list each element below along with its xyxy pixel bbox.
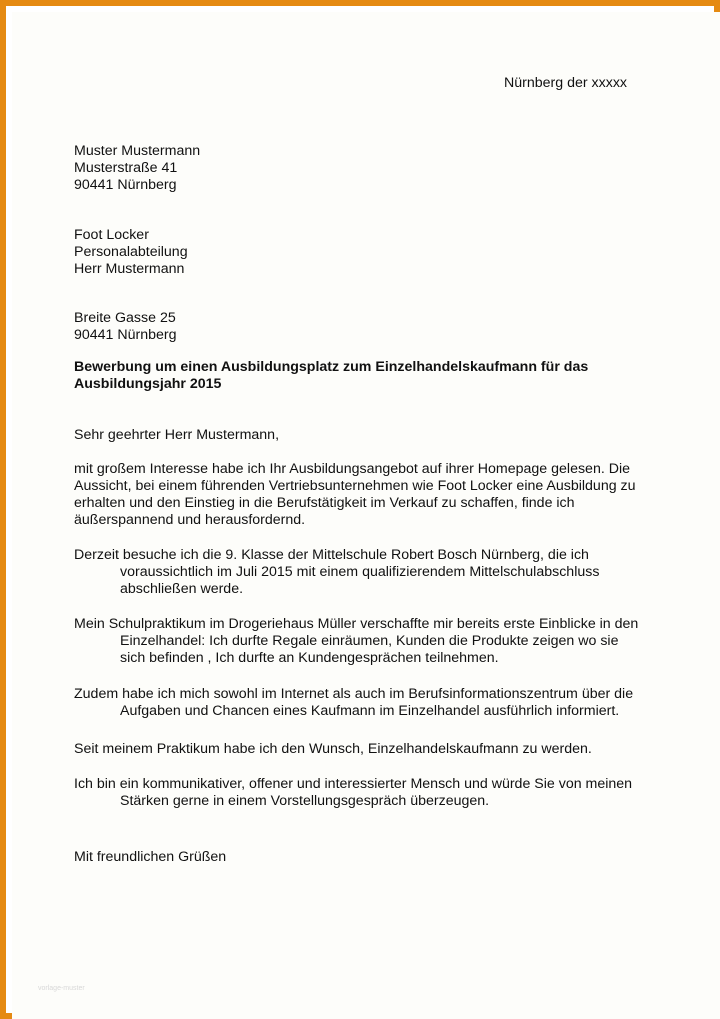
paragraph-line: Derzeit besuche ich die 9. Klasse der Mittelschule Robert Bosch Nürnberg, die ich	[74, 547, 589, 563]
subject-line	[74, 359, 588, 393]
recipient-address-block	[74, 310, 177, 344]
salutation	[74, 427, 279, 444]
paragraph-line: abschließen werde.	[120, 581, 244, 597]
paragraph-school	[74, 547, 674, 598]
paragraph-research	[74, 686, 674, 720]
paragraph-line: Zudem habe ich mich sowohl im Internet als auch im Berufsinformationszentrum über die	[74, 686, 634, 702]
subject-line-2: Ausbildungsjahr 2015	[74, 376, 222, 392]
paragraph-line: Aussicht, bei einem führenden Vertriebsunternehmen wie Foot Locker eine Ausbildung zu	[74, 478, 636, 494]
recipient-street: Breite Gasse 25	[74, 310, 176, 326]
recipient-department: Personalabteilung	[74, 244, 188, 260]
paragraph-internship	[74, 616, 674, 667]
paragraph-line: mit großem Interesse habe ich Ihr Ausbildungsangebot auf ihrer Homepage gelesen. Die	[74, 461, 630, 477]
letter-page	[12, 12, 720, 1019]
paragraph-line: Seit meinem Praktikum habe ich den Wunsch, Einzelhandelskaufmann zu werden.	[74, 741, 592, 757]
recipient-contact: Herr Mustermann	[74, 261, 185, 277]
subject-line-1: Bewerbung um einen Ausbildungsplatz zum Einzelhandelskaufmann für das	[74, 359, 589, 375]
paragraph-line: Stärken gerne in einem Vorstellungsgespräch überzeugen.	[120, 793, 490, 809]
sender-city: 90441 Nürnberg	[74, 177, 177, 193]
recipient-city: 90441 Nürnberg	[74, 327, 177, 343]
paragraph-line: äußerspannend und herausfordernd.	[74, 512, 306, 528]
watermark-text: vorlage-muster	[38, 985, 85, 992]
sender-block	[74, 143, 200, 194]
closing-text: Mit freundlichen Grüßen	[74, 849, 227, 865]
sender-name: Muster Mustermann	[74, 143, 201, 159]
paragraph-line: Einzelhandel: Ich durfte Regale einräumen, Kunden die Produkte zeigen wo sie	[120, 633, 619, 649]
watermark	[38, 984, 85, 993]
paragraph-interest	[74, 461, 674, 529]
paragraph-personality	[74, 776, 674, 810]
sender-street: Musterstraße 41	[74, 160, 178, 176]
paragraph-line: voraussichtlich im Juli 2015 mit einem qualifizierendem Mittelschulabschluss	[120, 564, 600, 580]
paragraph-line: Aufgaben und Chancen eines Kaufmann im Einzelhandel ausführlich informiert.	[120, 703, 620, 719]
paragraph-line: sich befinden , Ich durfte an Kundengesprächen teilnehmen.	[120, 650, 499, 666]
paragraph-wish	[74, 741, 674, 758]
closing	[74, 849, 226, 866]
date-line: Nürnberg der xxxxx	[504, 75, 628, 91]
letter-date	[504, 75, 627, 92]
paragraph-line: erhalten und den Einstieg in die Berufstätigkeit im Verkauf zu schaffen, finde ich	[74, 495, 575, 511]
salutation-text: Sehr geehrter Herr Mustermann,	[74, 427, 280, 443]
recipient-block	[74, 227, 188, 278]
paragraph-line: Ich bin ein kommunikativer, offener und interessierter Mensch und würde Sie von meinen	[74, 776, 633, 792]
recipient-company: Foot Locker	[74, 227, 149, 243]
paragraph-line: Mein Schulpraktikum im Drogeriehaus Müller verschaffte mir bereits erste Einblicke in den	[74, 616, 639, 632]
